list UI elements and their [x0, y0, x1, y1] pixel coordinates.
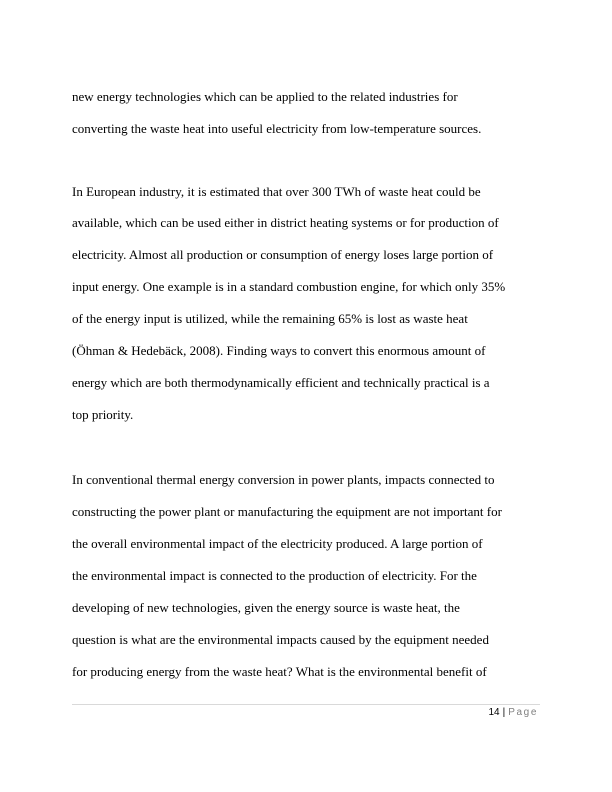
paragraph-1-line-1: new energy technologies which can be applied to the related industries for — [72, 89, 458, 104]
paragraph-2-line-2: available, which can be used either in district heating systems or for production of — [72, 215, 499, 230]
page-number: 14 — [488, 707, 500, 718]
paragraph-2-line-7: energy which are both thermodynamically efficient and technically practical is a — [72, 375, 490, 390]
paragraph-2-line-6: (Öhman & Hedebäck, 2008). Finding ways to convert this enormous amount of — [72, 343, 486, 358]
paragraph-2-line-3: electricity. Almost all production or consumption of energy loses large portion of — [72, 247, 494, 262]
paragraph-2-line-5: of the energy input is utilized, while the remaining 65% is lost as waste heat — [72, 311, 468, 326]
paragraph-1-line-2: converting the waste heat into useful electricity from low-temperature sources. — [72, 121, 482, 136]
paragraph-2-line-4: input energy. One example is in a standard combustion engine, for which only 35% — [72, 279, 506, 294]
footer-separator: | — [502, 707, 506, 718]
paragraph-3-line-1: In conventional thermal energy conversion in power plants, impacts connected to — [72, 472, 495, 487]
paragraph-2-line-1: In European industry, it is estimated that over 300 TWh of waste heat could be — [72, 184, 481, 199]
paragraph-2-line-8: top priority. — [72, 407, 134, 422]
page-footer — [489, 707, 539, 718]
page-label: Page — [508, 707, 538, 718]
paragraph-3-line-3: the overall environmental impact of the electricity produced. A large portion of — [72, 536, 483, 551]
paragraph-3-line-6: question is what are the environmental impacts caused by the equipment needed — [72, 632, 489, 647]
paragraph-3-line-5: developing of new technologies, given the energy source is waste heat, the — [72, 600, 460, 615]
paragraph-3-line-2: constructing the power plant or manufacturing the equipment are not important for — [72, 504, 502, 519]
paragraph-3-line-7: for producing energy from the waste heat? What is the environmental benefit of — [72, 664, 487, 679]
footer-divider — [72, 704, 540, 705]
paragraph-3-line-4: the environmental impact is connected to the production of electricity. For the — [72, 568, 477, 583]
